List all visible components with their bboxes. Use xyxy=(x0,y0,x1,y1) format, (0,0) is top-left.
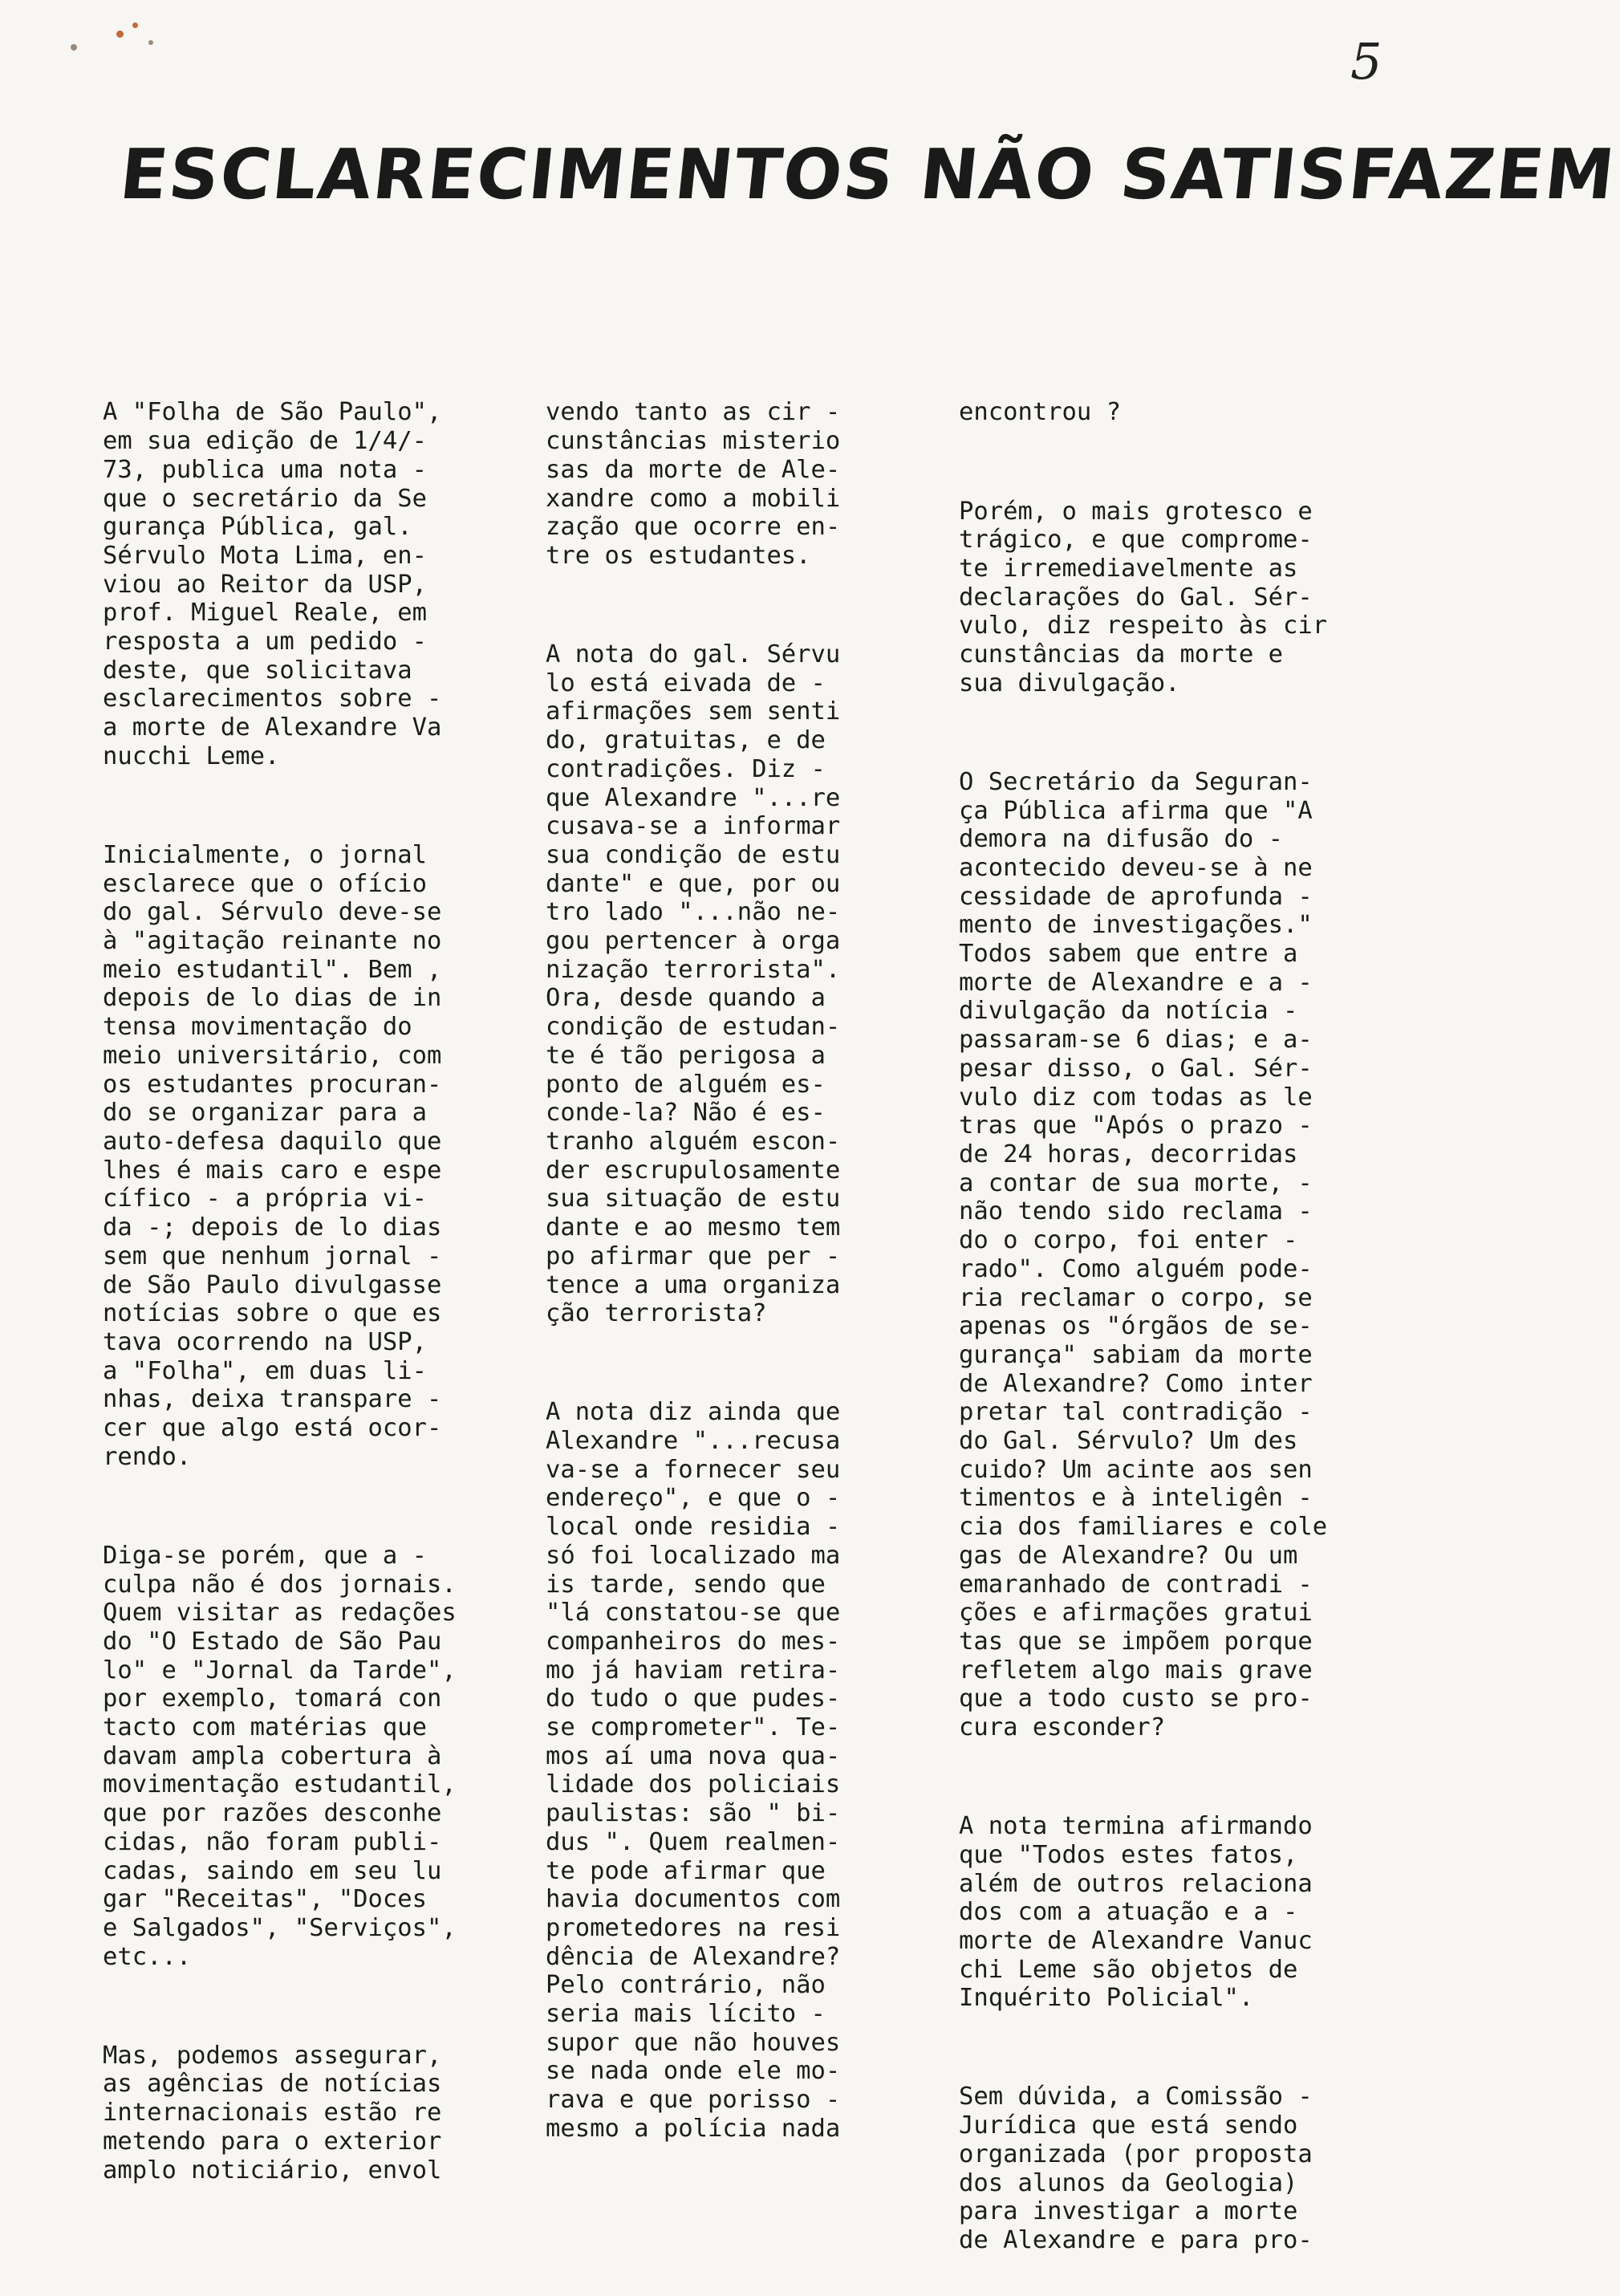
paragraph: A nota termina afirmando que "Todos estes fatos, além de outros relaciona dos com a atuação e a - morte de Alexandre Vanuc chi Leme são objetos de Inquérito Policial". xyxy=(959,1812,1313,2013)
paragraph: vendo tanto as cir - cunstâncias misterio sas da morte de Ale- xandre como a mobili zação que ocorre en- tre os estudantes. xyxy=(546,398,841,570)
paragraph: Porém, o mais grotesco e trágico, e que comprome- te irremediavelmente as declarações do Gal. Sér- vulo, diz respeito às cir cunstâncias da morte e sua divulgação. xyxy=(959,497,1328,697)
paragraph: Sem dúvida, a Comissão - Jurídica que está sendo organizada (por proposta dos alunos da Geologia) para investigar a morte de Alexandre e para pro- xyxy=(959,2083,1313,2254)
ink-speck xyxy=(71,44,77,51)
ink-speck xyxy=(116,30,124,38)
paragraph: O Secretário da Seguran- ça Pública afirma que "A demora na difusão do - acontecido deveu-se à ne cessidade de aprofunda - mento de investigações." Todos sabem que entre a morte de Alexandre e a - divulgação da notícia - passaram-se 6 dias; e a- pesar disso, o Gal. Sér- vulo diz com todas as le tras que "Após o prazo - de 24 horas, decorridas a contar de sua morte, - não tendo sido reclama - do o corpo, foi enter - rado". Como alguém pode- ria reclamar o corpo, se apenas os "órgãos de se- gurança" sabiam da morte de Alexandre? Como inter pretar tal contradição - do Gal. Sérvulo? Um des cuido? Um acinte aos sen timentos e à inteligên - cia dos familiares e cole gas de Alexandre? Ou um emaranhado de contradi - ções e afirmações gratui tas que se impõem porque refletem algo mais grave que a todo custo se pro- cura esconder? xyxy=(959,767,1328,1742)
article-column-3 xyxy=(959,341,1327,2296)
article-column-2 xyxy=(546,341,840,2184)
paragraph: A "Folha de São Paulo", em sua edição de 1/4/- 73, publica uma nota - que o secretário da Se gurança Pública, gal. Sérvulo Mota Lima, en- viou ao Reitor da USP, prof. Miguel Reale, em resposta a um pedido - deste, que solicitava esclarecimentos sobre - a morte de Alexandre Va nucchi Leme. xyxy=(103,398,442,770)
page-number: 5 xyxy=(1350,32,1382,91)
paragraph: A nota diz ainda que Alexandre "...recusa va-se a fornecer seu endereço", e que o - local onde residia - só foi localizado ma is tarde, sendo que "lá constatou-se que companheiros do mes- mo já haviam retira- do tudo o que pudes- se comprometer". Te- mos aí uma nova qua- lidade dos policiais paulistas: são " bi- dus ". Quem realmen- te pode afirmar que havia documentos com prometedores na resi dência de Alexandre? Pelo contrário, não seria mais lícito - supor que não houves se nada onde ele mo- rava e que porisso - mesmo a polícia nada xyxy=(546,1398,841,2143)
paragraph: encontrou ? xyxy=(959,398,1121,427)
paragraph: Diga-se porém, que a - culpa não é dos jornais. Quem visitar as redações do "O Estado de São Pau lo" e "Jornal da Tarde", por exemplo, tomará con tacto com matérias que davam ampla cobertura à movimentação estudantil, que por razões desconhe cidas, não foram publi- cadas, saindo em seu lu gar "Receitas", "Doces e Salgados", "Serviços", etc... xyxy=(103,1541,457,1971)
paragraph: Inicialmente, o jornal esclarece que o ofício do gal. Sérvulo deve-se à "agitação reinante no meio estudantil". Bem , depois de lo dias de in tensa movimentação do meio universitário, com os estudantes procuran- do se organizar para a auto-defesa daquilo que lhes é mais caro e espe cífico - a própria vi- da -; depois de lo dias sem que nenhum jornal - de São Paulo divulgasse notícias sobre o que es tava ocorrendo na USP, a "Folha", em duas li- nhas, deixa transpare - cer que algo está ocor- rendo. xyxy=(103,840,442,1471)
ink-speck xyxy=(132,22,138,28)
article-column-1 xyxy=(103,341,457,2226)
paragraph: Mas, podemos assegurar, as agências de notícias internacionais estão re metendo para o exterior amplo noticiário, envol xyxy=(103,2041,442,2184)
ink-speck xyxy=(148,40,153,45)
headline: ESCLARECIMENTOS NÃO SATISFAZEM xyxy=(116,135,1620,215)
paragraph: A nota do gal. Sérvu lo está eivada de - afirmações sem senti do, gratuitas, e de contradições. Diz - que Alexandre "...re cusava-se a informar sua condição de estu dante" e que, por ou tro lado "...não ne- gou pertencer à orga nização terrorista". Ora, desde quando a condição de estudan- te é tão perigosa a ponto de alguém es- conde-la? Não é es- tranho alguém escon- der escrupulosamente sua situação de estu dante e ao mesmo tem po afirmar que per - tence a uma organiza ção terrorista? xyxy=(546,640,841,1328)
